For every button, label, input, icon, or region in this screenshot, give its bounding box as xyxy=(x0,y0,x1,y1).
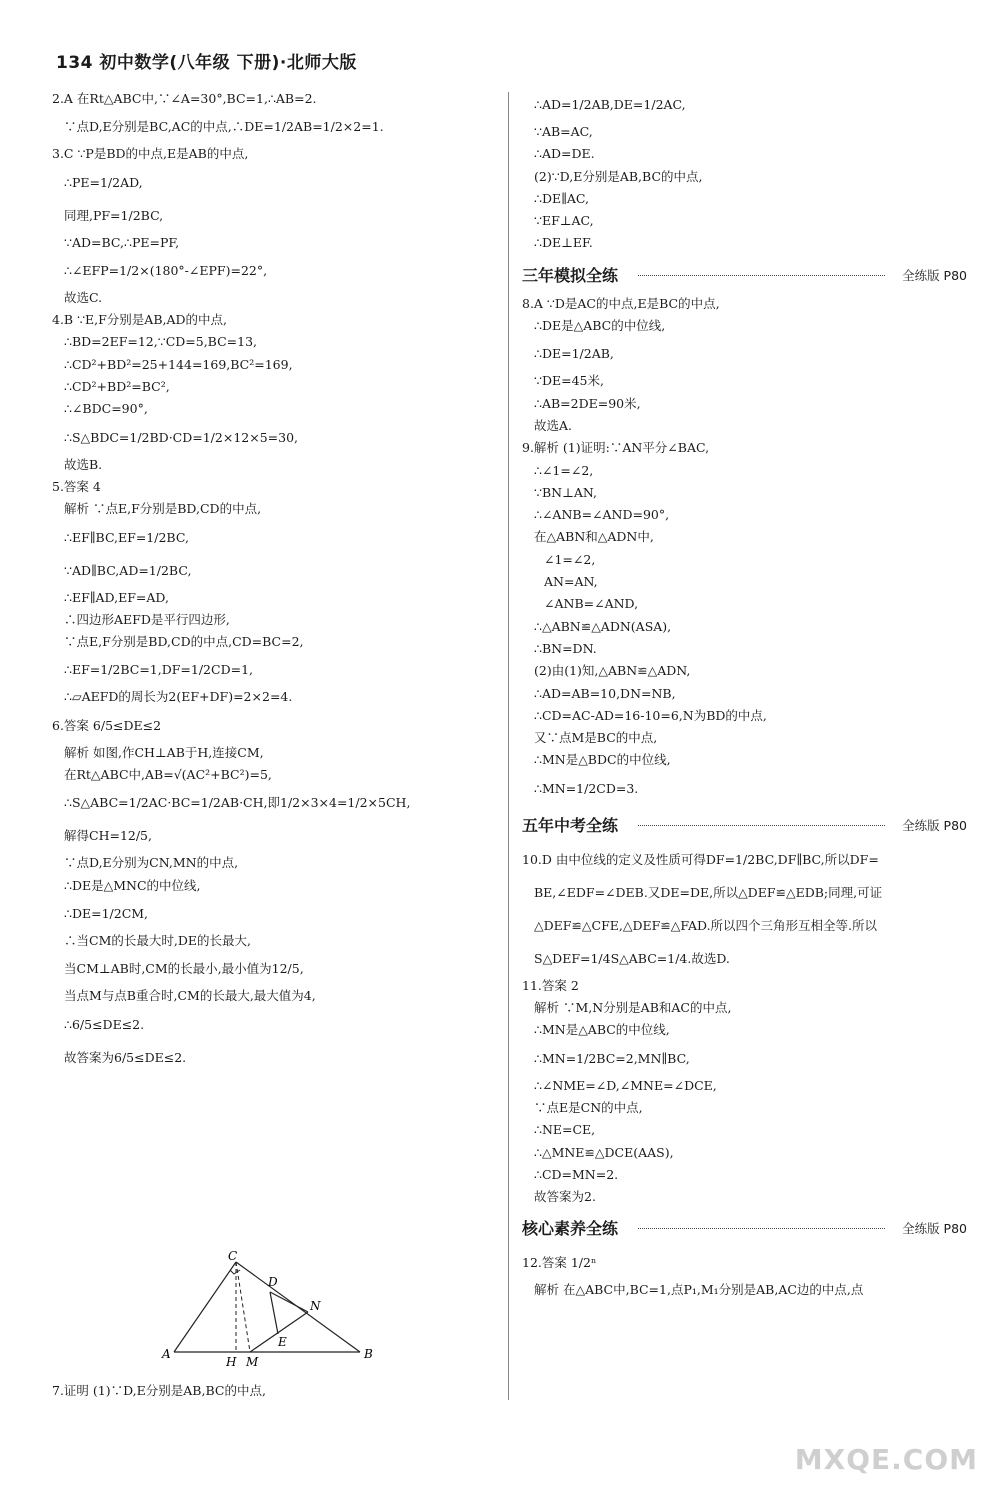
text-line: 解得CH=12/5, xyxy=(64,828,152,844)
watermark-logo: MXQE.COM xyxy=(794,1443,978,1476)
dotted-leader xyxy=(638,825,885,826)
right-angle-mark xyxy=(230,1270,240,1274)
section-ref: 全练版 P80 xyxy=(902,267,967,283)
text-line: ∴DE是△ABC的中位线, xyxy=(534,318,666,334)
column-divider xyxy=(508,92,509,1400)
dotted-leader xyxy=(638,275,885,276)
text-line: ∴DE=1/2CM, xyxy=(64,905,149,921)
section-title: 五年中考全练 xyxy=(522,815,619,835)
right-column xyxy=(522,88,967,1302)
text-line: 3.C ∵P是BD的中点,E是AB的中点, xyxy=(52,146,249,162)
text-line: ∴▱AEFD的周长为2(EF+DF)=2×2=4. xyxy=(64,689,293,705)
text-line: 又∵点M是BC的中点, xyxy=(534,730,658,746)
text-line: ∴∠ANB=∠AND=90°, xyxy=(534,507,670,523)
text-line: ∴DE⊥EF. xyxy=(534,235,593,251)
text-line: ∵BN⊥AN, xyxy=(534,484,597,500)
dotted-leader xyxy=(638,1228,885,1229)
text-line: ∴MN=1/2CD=3. xyxy=(534,780,639,796)
label-H: H xyxy=(226,1355,237,1369)
text-line: ∵点E,F分别是BD,CD的中点,CD=BC=2, xyxy=(64,634,304,650)
text-line: 当CM⊥AB时,CM的长最小,最小值为12/5, xyxy=(64,961,304,977)
text-line: ∴S△BDC=1/2BD·CD=1/2×12×5=30, xyxy=(64,429,299,445)
text-line: 11.答案 2 xyxy=(522,977,579,993)
text-line: ∴PE=1/2AD, xyxy=(64,174,143,190)
section-header-three-year xyxy=(522,259,967,289)
text-line: ∴MN是△ABC的中位线, xyxy=(534,1022,670,1038)
text-line: 8.A ∵D是AC的中点,E是BC的中点, xyxy=(522,295,720,311)
text-line: ∴△MNE≌△DCE(AAS), xyxy=(534,1144,674,1160)
text-line: 2.A 在Rt△ABC中,∵∠A=30°,BC=1,∴AB=2. xyxy=(52,91,317,106)
text-line: ∠ANB=∠AND, xyxy=(544,596,639,612)
text-line: 故选B. xyxy=(64,456,103,472)
label-E: E xyxy=(278,1335,287,1349)
text-line: ∴△ABN≌△ADN(ASA), xyxy=(534,618,672,634)
text-line: ∵EF⊥AC, xyxy=(534,213,594,229)
section-header-core-literacy xyxy=(522,1212,967,1242)
text-line: ∴BN=DN. xyxy=(534,640,597,656)
text-line: ∴CD²+BD²=BC², xyxy=(64,379,170,395)
text-line: 6.答案 6/5≤DE≤2 xyxy=(52,717,162,733)
segment-DN xyxy=(270,1292,308,1312)
text-line: ∴DE=1/2AB, xyxy=(534,346,614,362)
text-line: ∴NE=CE, xyxy=(534,1122,596,1138)
text-line: 解析 如图,作CH⊥AB于H,连接CM, xyxy=(64,744,264,760)
text-line: 故选A. xyxy=(534,417,573,433)
text-line: BE,∠EDF=∠DEB.又DE=DE,所以△DEF≌△EDB;同理,可证 xyxy=(534,884,883,900)
text-line: ∴四边形AEFD是平行四边形, xyxy=(64,611,230,627)
text-line: ∵点E是CN的中点, xyxy=(534,1099,643,1115)
label-A: A xyxy=(162,1347,171,1361)
text-line: 故答案为6/5≤DE≤2. xyxy=(64,1049,187,1065)
label-B: B xyxy=(364,1347,373,1361)
text-line: ∴S△ABC=1/2AC·BC=1/2AB·CH,即1/2×3×4=1/2×5CH, xyxy=(64,795,411,811)
section-title: 三年模拟全练 xyxy=(522,265,619,285)
text-line: 解析 在△ABC中,BC=1,点P₁,M₁分别是AB,AC边的中点,点 xyxy=(534,1282,864,1298)
text-line: ∴MN=1/2BC=2,MN∥BC, xyxy=(534,1050,690,1066)
text-line: ∴EF∥AD,EF=AD, xyxy=(64,589,169,605)
text-line: ∴AD=1/2AB,DE=1/2AC, xyxy=(534,97,686,112)
text-line: 在Rt△ABC中,AB=√(AC²+BC²)=5, xyxy=(64,767,272,783)
text-line: ∠1=∠2, xyxy=(544,551,596,567)
geometry-figure xyxy=(160,1250,390,1370)
text-line: ∴AD=AB=10,DN=NB, xyxy=(534,685,676,701)
text-line: 解析 ∵M,N分别是AB和AC的中点, xyxy=(534,1000,732,1016)
text-line: ∵点D,E分别是BC,AC的中点,∴DE=1/2AB=1/2×2=1. xyxy=(64,119,384,135)
text-line: ∴∠NME=∠D,∠MNE=∠DCE, xyxy=(534,1077,717,1093)
text-line: 10.D 由中位线的定义及性质可得DF=1/2BC,DF∥BC,所以DF= xyxy=(522,851,879,867)
text-line: ∴DE是△MNC的中位线, xyxy=(64,877,201,893)
text-line: ∴∠EFP=1/2×(180°-∠EPF)=22°, xyxy=(64,262,268,278)
text-line: 在△ABN和△ADN中, xyxy=(534,529,654,545)
text-line: 故答案为2. xyxy=(534,1189,596,1205)
text-line: ∴当CM的长最大时,DE的长最大, xyxy=(64,932,251,948)
text-line: 当点M与点B重合时,CM的长最大,最大值为4, xyxy=(64,988,316,1004)
section-title: 核心素养全练 xyxy=(522,1219,619,1239)
text-line: (2)∵D,E分别是AB,BC的中点, xyxy=(534,168,703,184)
text-line: ∴EF∥BC,EF=1/2BC, xyxy=(64,529,189,545)
left-column xyxy=(52,88,492,1074)
text-line: 7.证明 (1)∵D,E分别是AB,BC的中点, xyxy=(52,1383,266,1398)
text-line: ∴CD²+BD²=25+144=169,BC²=169, xyxy=(64,356,293,372)
segment-CM xyxy=(236,1262,250,1352)
label-M: M xyxy=(246,1355,259,1369)
text-line: ∴DE∥AC, xyxy=(534,190,589,206)
text-line: 故选C. xyxy=(64,289,103,305)
text-line: ∵AD=BC,∴PE=PF, xyxy=(64,234,180,250)
text-line: ∵AD∥BC,AD=1/2BC, xyxy=(64,562,192,578)
label-N: N xyxy=(310,1299,321,1313)
text-line: 4.B ∵E,F分别是AB,AD的中点, xyxy=(52,312,228,328)
text-line: ∴∠BDC=90°, xyxy=(64,401,148,417)
label-C: C xyxy=(228,1250,238,1263)
text-line: ∴MN是△BDC的中位线, xyxy=(534,752,671,768)
text-line: △DEF≌△CFE,△DEF≌△FAD.所以四个三角形互相全等.所以 xyxy=(534,917,878,933)
text-line: ∵点D,E分别为CN,MN的中点, xyxy=(64,855,239,871)
text-line: 12.答案 1/2ⁿ xyxy=(522,1255,597,1271)
section-ref: 全练版 P80 xyxy=(902,817,967,833)
text-line: ∴6/5≤DE≤2. xyxy=(64,1016,145,1032)
text-line: ∴EF=1/2BC=1,DF=1/2CD=1, xyxy=(64,662,253,678)
text-line: ∴CD=AC-AD=16-10=6,N为BD的中点, xyxy=(534,707,767,723)
section-ref: 全练版 P80 xyxy=(902,1221,967,1237)
section-header-five-year xyxy=(522,809,967,839)
text-line: ∵DE=45米, xyxy=(534,373,604,389)
text-line: ∴∠1=∠2, xyxy=(534,462,594,478)
text-line: 同理,PF=1/2BC, xyxy=(64,207,164,223)
text-line: S△DEF=1/4S△ABC=1/4.故选D. xyxy=(534,950,730,966)
text-line: 5.答案 4 xyxy=(52,478,101,494)
text-line: ∴AB=2DE=90米, xyxy=(534,395,641,411)
segment-AC xyxy=(174,1262,236,1352)
label-D: D xyxy=(268,1275,278,1289)
text-line: AN=AN, xyxy=(544,574,598,590)
text-line: 9.解析 (1)证明:∵AN平分∠BAC, xyxy=(522,440,710,456)
text-line: ∴AD=DE. xyxy=(534,146,595,162)
text-line: ∴BD=2EF=12,∵CD=5,BC=13, xyxy=(64,334,258,350)
text-line: 解析 ∵点E,F分别是BD,CD的中点, xyxy=(64,501,262,517)
text-line: ∵AB=AC, xyxy=(534,124,593,139)
text-line: ∴CD=MN=2. xyxy=(534,1166,619,1182)
segment-DE xyxy=(270,1292,278,1334)
text-line: (2)由(1)知,△ABN≌△ADN, xyxy=(534,663,691,679)
page-header: 134 初中数学(八年级 下册)·北师大版 xyxy=(56,53,357,73)
